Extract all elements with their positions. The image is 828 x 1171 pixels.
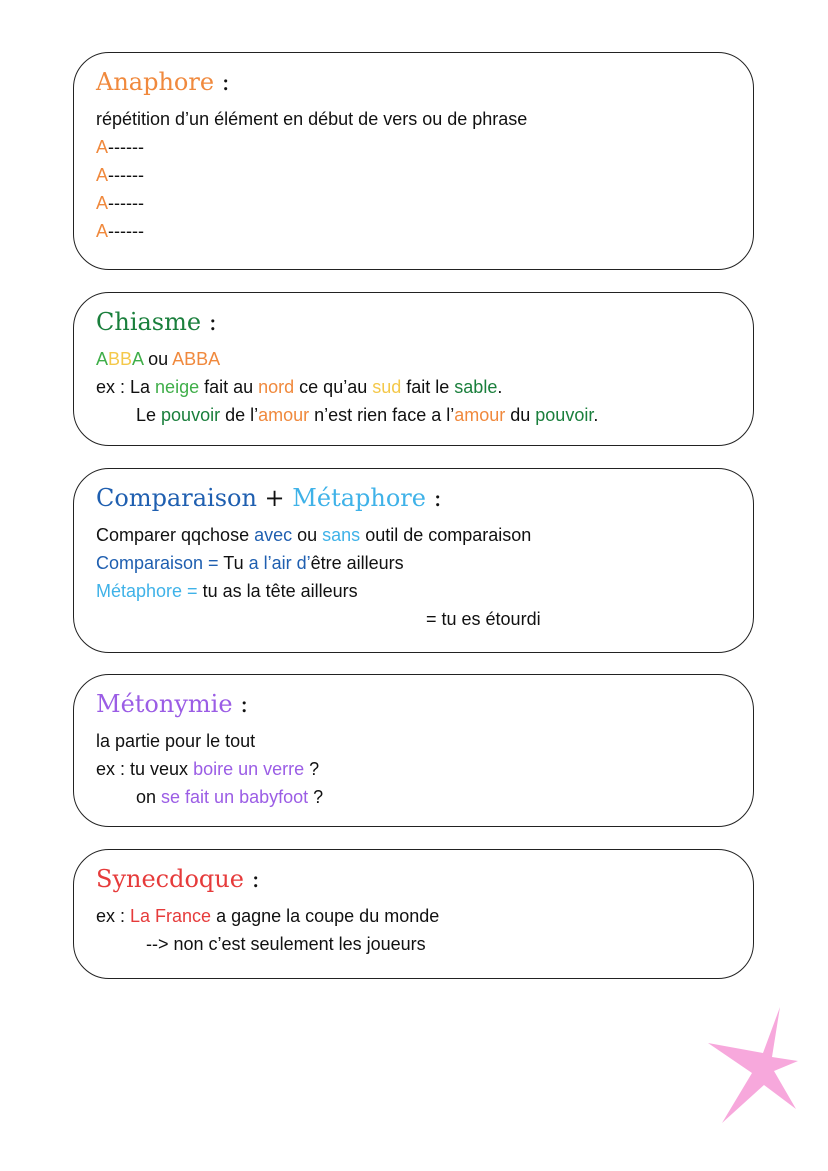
anaphore-card: [73, 52, 754, 270]
metonymie-definition: la partie pour le tout: [96, 731, 256, 751]
anaphore-line: A------: [96, 221, 144, 241]
anaphore-title: Anaphore :: [96, 68, 230, 96]
synecdoque-example-1: ex : La France a gagne la coupe du monde: [96, 906, 440, 926]
metonymie-example-2: on se fait un babyfoot ?: [136, 787, 324, 807]
anaphore-line: A------: [96, 137, 144, 157]
comparaison-title: Comparaison + Métaphore :: [96, 484, 442, 512]
chiasme-title: Chiasme :: [96, 308, 217, 336]
synecdoque-example-2: --> non c’est seulement les joueurs: [146, 934, 426, 954]
metonymie-example-1: ex : tu veux boire un verre ?: [96, 759, 320, 779]
comparaison-card: [73, 468, 754, 653]
sparkle-star-icon: [700, 1005, 800, 1130]
metaphore-example: Métaphore = tu as la tête ailleurs: [96, 581, 358, 601]
chiasme-title-word: Chiasme: [96, 308, 202, 336]
synecdoque-title: Synecdoque :: [96, 865, 260, 893]
chiasme-example-2: Le pouvoir de l’amour n’est rien face a l’amour du pouvoir.: [136, 405, 599, 425]
anaphore-line: A------: [96, 193, 144, 213]
anaphore-definition: répétition d’un élément en début de vers ou de phrase: [96, 109, 528, 129]
anaphore-line: A------: [96, 165, 144, 185]
chiasme-card: [73, 292, 754, 446]
chiasme-example-1: ex : La neige fait au nord ce qu’au sud fait le sable.: [96, 377, 503, 397]
comparaison-definition: Comparer qqchose avec ou sans outil de comparaison: [96, 525, 532, 545]
metonymie-card: [73, 674, 754, 827]
metaphore-meaning: = tu es étourdi: [426, 609, 541, 629]
anaphore-title-word: Anaphore: [96, 68, 215, 96]
comparaison-example: Comparaison = Tu a l’air d’être ailleurs: [96, 553, 404, 573]
metonymie-title: Métonymie :: [96, 690, 249, 718]
synecdoque-card: [73, 849, 754, 979]
chiasme-pattern: ABBA ou ABBA: [96, 349, 221, 369]
